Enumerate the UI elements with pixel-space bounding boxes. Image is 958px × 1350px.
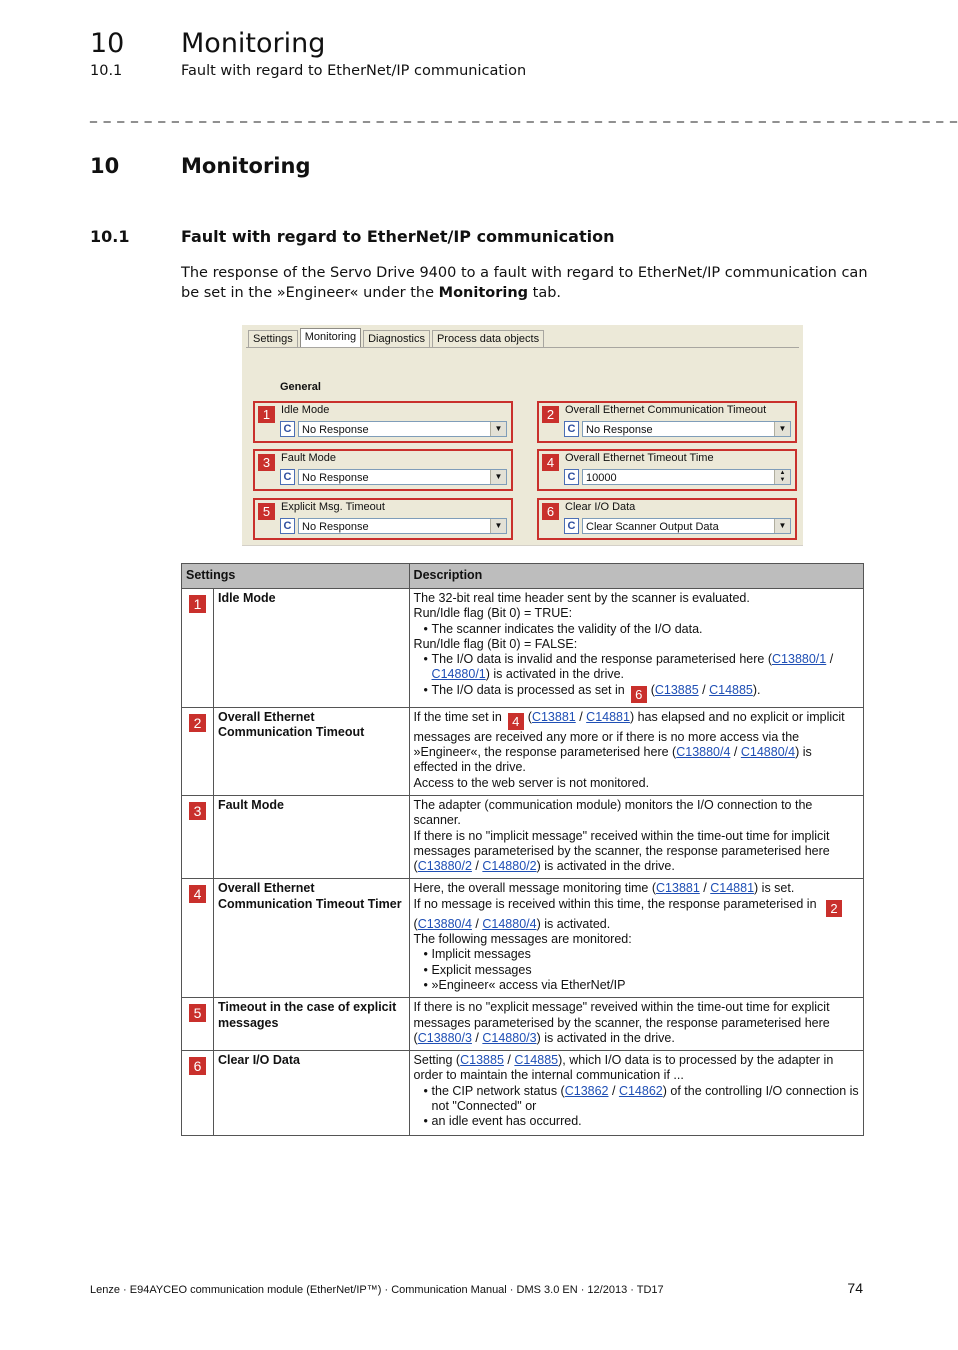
link-c13881[interactable]: C13881 [531,709,576,724]
field-idle-mode [253,401,513,443]
link-c13885[interactable]: C13885 [460,1053,504,1068]
setting-name: Overall Ethernet Communication Timeout Timer [217,881,402,911]
link-c13880-2[interactable]: C13880/2 [417,859,472,874]
table-header-row [182,564,864,589]
heading2-number: 10.1 [90,227,130,246]
field-label: Clear I/O Data [565,501,636,513]
link-c13885[interactable]: C13885 [654,682,699,697]
link-c14880-1[interactable]: C14880/1 [431,667,486,682]
idle-mode-select[interactable]: No Response ▼ [298,421,507,437]
badge-2: 2 [542,406,559,423]
field-label: Overall Ethernet Timeout Time [565,452,714,464]
setting-name: Timeout in the case of explicit messages [217,1000,397,1030]
badge-1: 1 [258,406,275,423]
setting-description: If the time set in 4 (C13881 / C14881) has elapsed and no explicit or implicit messages are received any more or if there is no more access via the »Engineer«, the response parameterised here (C13880/4 / C14880/4) is effected in the drive. Access to the web server is not monitored. [413,709,845,790]
link-c13880-4[interactable]: C13880/4 [417,916,472,931]
field-label: Idle Mode [281,404,330,416]
tab-settings[interactable]: Settings [248,330,298,348]
header-chapter-number: 10 [90,28,125,59]
row-badge: 2 [189,714,206,732]
row-badge: 1 [189,595,206,613]
link-c14885[interactable]: C14885 [514,1053,559,1068]
fault-mode-select[interactable]: No Response ▼ [298,469,507,485]
link-c14880-4[interactable]: C14880/4 [482,916,537,931]
link-c13880-1[interactable]: C13880/1 [772,652,827,667]
row-badge: 3 [189,802,206,820]
timeout-time-input[interactable]: 10000 ▲ ▼ [582,469,791,485]
heading1-title: Monitoring [181,154,311,178]
header-separator: _ _ _ _ _ _ _ _ _ _ _ _ _ _ _ _ _ _ _ _ _ _ _ _ _ _ _ _ _ _ _ _ _ _ _ _ _ _ _ _ _ _ _ _ _ _ _ _ _ _ _ _ _ _ _ _ _ _ _ _ _ _ _ _ [90,107,958,123]
inline-badge: 6 [631,686,647,703]
chevron-down-icon[interactable]: ▼ [490,519,506,533]
explicit-timeout-select[interactable]: No Response ▼ [298,518,507,534]
clear-io-data-select[interactable]: Clear Scanner Output Data ▼ [582,518,791,534]
badge-4: 4 [542,454,559,471]
engineer-screenshot [242,325,803,546]
badge-3: 3 [258,454,275,471]
link-c14880-2[interactable]: C14880/2 [482,859,537,874]
tab-bar [248,330,546,348]
c-icon[interactable]: C [280,421,295,437]
setting-description: The adapter (communication module) monitors the I/O connection to the scanner. If there is no "implicit message" received within the time-out time for implicit messages parameterised by the scanner, the response parameterised here (C13880/2 / C14880/2) is activated in the drive. [413,797,830,874]
heading1-number: 10 [90,154,120,178]
link-c14880-3[interactable]: C14880/3 [482,1030,537,1045]
table-row [182,707,864,795]
link-c14880-4[interactable]: C14880/4 [740,745,796,760]
list-item: • Explicit messages [424,963,859,978]
c-icon[interactable]: C [280,469,295,485]
field-label: Overall Ethernet Communication Timeout [565,404,767,416]
table-row [182,1051,864,1135]
table-row [182,998,864,1051]
spin-arrows-icon[interactable]: ▲ ▼ [774,470,790,484]
field-clear-io-data [537,498,797,540]
link-c14881[interactable]: C14881 [710,881,755,896]
link-c14862[interactable]: C14862 [618,1083,663,1098]
group-label-general: General [280,381,321,393]
setting-description: The 32-bit real time header sent by the scanner is evaluated. Run/Idle flag (Bit 0) = TRUE: • The scanner indicates the validity of the I/O data. Run/Idle flag (Bit 0) = FALSE: • The I/O data is invalid and the response parameterised here (C13880/1 / C14880/1) is activated in the drive. • The I/O data is processed as set in 6 (C13885 / C14885). [410,589,863,707]
settings-table [181,563,864,1136]
overall-timeout-select[interactable]: No Response ▼ [582,421,791,437]
intro-bold: Monitoring [438,284,529,301]
link-c13880-4[interactable]: C13880/4 [676,745,731,760]
table-row [182,879,864,998]
link-c13881[interactable]: C13881 [656,881,700,896]
field-fault-mode [253,449,513,491]
tab-diagnostics[interactable]: Diagnostics [363,330,430,348]
chevron-down-icon[interactable]: ▼ [774,422,790,436]
header-chapter-title: Monitoring [181,28,326,59]
row-badge: 6 [189,1057,206,1075]
heading2-title: Fault with regard to EtherNet/IP communication [181,227,615,246]
link-c14885[interactable]: C14885 [709,682,753,697]
intro-paragraph: The response of the Servo Drive 9400 to a fault with regard to EtherNet/IP communication can be set in the »Engineer« under the Monitoring tab. [181,265,868,301]
setting-description: Here, the overall message monitoring time (C13881 / C14881) is set. If no message is received within this time, the response parameterised in 2(C13880/4 / C14880/4) is activated. The following messages are monitored: • Implicit messages • Explicit messages • »Engineer« access via EtherNet/IP [410,879,863,997]
setting-name: Idle Mode [217,591,276,605]
list-item: • Implicit messages [424,947,859,962]
chevron-down-icon[interactable]: ▼ [490,470,506,484]
c-icon[interactable]: C [280,518,295,534]
list-item: • »Engineer« access via EtherNet/IP [424,978,859,993]
c-icon[interactable]: C [564,421,579,437]
header-section-title: Fault with regard to EtherNet/IP communication [181,63,527,79]
setting-description: If there is no "explicit message" reveived within the time-out time for explicit messages parameterised by the scanner, the response parameterised here (C13880/3 / C14880/3) is activated in the drive. [413,1000,830,1045]
page-number: 74 [847,1280,863,1296]
header-description: Description [409,564,863,589]
setting-name: Overall Ethernet Communication Timeout [217,709,365,740]
inline-badge: 2 [826,900,842,917]
link-c13862[interactable]: C13862 [564,1083,609,1098]
inline-badge: 4 [508,713,524,730]
field-label: Fault Mode [281,452,337,464]
setting-name: Clear I/O Data [217,1053,300,1068]
badge-6: 6 [542,503,559,520]
field-overall-timeout-time [537,449,797,491]
c-icon[interactable]: C [564,469,579,485]
badge-5: 5 [258,503,275,520]
c-icon[interactable]: C [564,518,579,534]
table-row [182,795,864,878]
header-settings: Settings [182,564,410,589]
setting-description: Setting (C13885 / C14885), which I/O data is to processed by the adapter in order to maintain the internal communication if ... • the CIP network status (C13862 / C14862) of the controlling I/O connection is not "Connected" or • an idle event has occurred. [410,1051,863,1134]
field-overall-ethernet-timeout [537,401,797,443]
link-c14881[interactable]: C14881 [586,709,630,724]
field-explicit-msg-timeout [253,498,513,540]
chevron-down-icon[interactable]: ▼ [774,519,790,533]
row-badge: 4 [189,885,206,903]
chevron-down-icon[interactable]: ▼ [490,422,506,436]
setting-name: Fault Mode [217,797,284,812]
row-badge: 5 [189,1004,206,1022]
tab-process-data-objects[interactable]: Process data objects [432,330,544,348]
tab-monitoring[interactable]: Monitoring [300,328,361,348]
link-c13880-3[interactable]: C13880/3 [417,1030,472,1045]
header-section-number: 10.1 [90,63,123,79]
table-row [182,589,864,708]
footer-text: Lenze · E94AYCEO communication module (EtherNet/IP™) · Communication Manual · DMS 3.0 EN · 12/2013 · TD17 [90,1284,664,1296]
field-label: Explicit Msg. Timeout [281,501,385,513]
